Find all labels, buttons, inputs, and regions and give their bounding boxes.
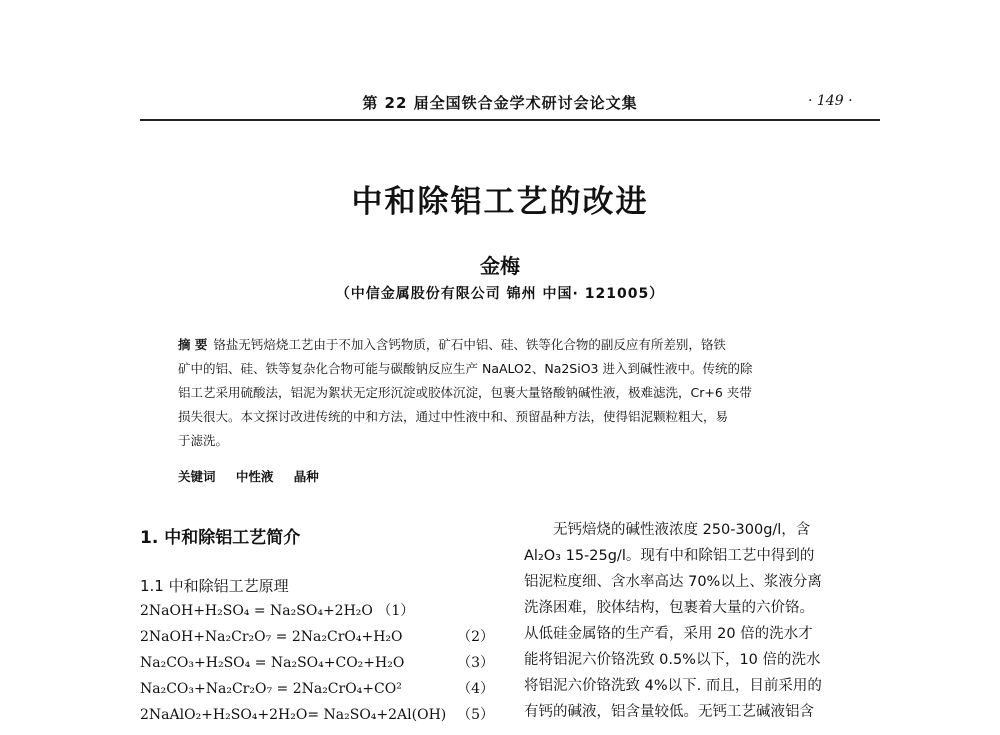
author-affiliation: （中信金属股份有限公司 锦州 中国· 121005）	[335, 286, 665, 302]
equation-number: （5）	[457, 707, 494, 723]
equation	[140, 676, 510, 702]
equation-number: （4）	[457, 681, 494, 697]
equation-formula: 2NaAlO₂+H₂SO₄+2H₂O= Na₂SO₄+2Al(OH)	[140, 707, 447, 723]
abstract-text: 铬盐无钙焙烧工艺由于不加入含钙物质，矿石中铝、硅、铁等化合物的副反应有所差别，铬铁	[213, 337, 726, 352]
running-header: 第 22 届全国铁合金学术研讨会论文集	[362, 94, 638, 112]
abstract-line: 损失很大。本文探讨改进传统的中和方法，通过中性液中和、预留晶种方法，使得铝泥颗粒粗大，易	[178, 409, 729, 424]
equation-formula: Na₂CO₃+H₂SO₄ = Na₂SO₄+CO₂+H₂O	[140, 655, 405, 671]
right-column-text	[524, 517, 880, 725]
abstract	[178, 333, 846, 453]
keywords	[178, 467, 335, 485]
equation	[140, 598, 510, 624]
keywords-label: 关键词	[178, 469, 216, 484]
abstract-line	[178, 333, 846, 357]
body-line: 洗涤困难，胶体结构，包裹着大量的六价铬。	[524, 600, 814, 616]
subsection-heading: 1.1 中和除铝工艺原理	[140, 577, 289, 595]
equation-number: （3）	[457, 655, 494, 671]
body-line: 无钙焙烧的碱性液浓度 250-300g/l，含	[524, 522, 811, 538]
body-line: 能将铝泥六价铬洗致 0.5%以下，10 倍的洗水	[524, 652, 821, 668]
paper-author: 金梅	[480, 254, 520, 278]
abstract-line: 铝工艺采用硫酸法，铝泥为絮状无定形沉淀或胶体沉淀，包裹大量铬酸钠碱性液，极难滤洗，Cr+6 夹带	[178, 385, 752, 400]
body-line: 有钙的碱液，铝含量较低。无钙工艺碱液铝含	[524, 704, 814, 720]
keyword: 中性液	[235, 469, 274, 484]
paper-title: 中和除铝工艺的改进	[351, 184, 649, 220]
body-line: 从低硅金属铬的生产看，采用 20 倍的洗水才	[524, 626, 813, 642]
equation	[140, 702, 510, 728]
equation-formula: 2NaOH+H₂SO₄ = Na₂SO₄+2H₂O （1）	[140, 603, 415, 619]
body-line: Al₂O₃ 15-25g/l。现有中和除铝工艺中得到的	[524, 548, 815, 564]
abstract-label: 摘 要	[178, 337, 208, 352]
body-line: 将铝泥六价铬洗致 4%以下. 而且，目前采用的	[524, 678, 822, 694]
abstract-line: 矿中的铝、硅、铁等复杂化合物可能与碳酸钠反应生产 NaALO2、Na2SiO3 进入到碱性液中。传统的除	[178, 361, 753, 376]
equation-list	[140, 598, 510, 728]
abstract-line: 于滤洗。	[178, 433, 229, 448]
equation-formula: 2NaOH+Na₂Cr₂O₇ = 2Na₂CrO₄+H₂O	[140, 629, 403, 645]
equation	[140, 650, 510, 676]
equation	[140, 624, 510, 650]
section-heading: 1. 中和除铝工艺简介	[140, 528, 301, 548]
equation-number: （2）	[457, 629, 494, 645]
page-number: · 149 ·	[808, 93, 853, 109]
keyword: 晶种	[293, 469, 319, 484]
header-rule	[140, 119, 880, 121]
equation-formula: Na₂CO₃+Na₂Cr₂O₇ = 2Na₂CrO₄+CO²	[140, 681, 402, 697]
body-line: 铝泥粒度细、含水率高达 70%以上、浆液分离	[524, 574, 822, 590]
